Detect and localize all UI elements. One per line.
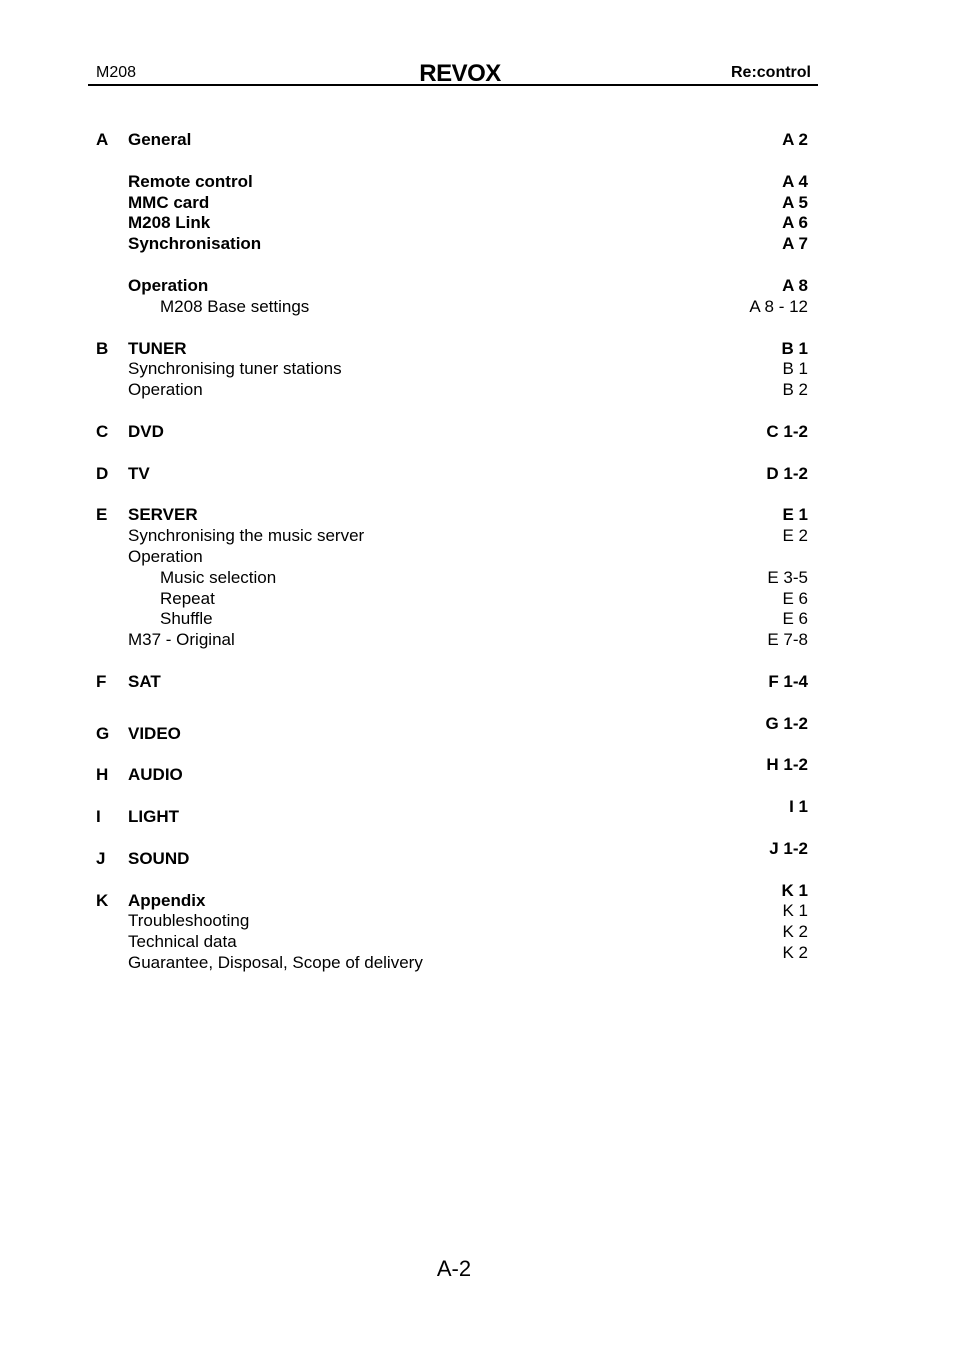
toc-entry-page: F 1-4 <box>768 672 808 691</box>
toc-entry-title: TUNER <box>128 339 187 358</box>
toc-section-letter: J <box>96 849 106 868</box>
toc-entry-page: A 5 <box>782 193 808 212</box>
header-model: M208 <box>96 64 137 81</box>
toc-entry-title: DVD <box>128 422 164 441</box>
toc-entry-page: B 1 <box>781 339 808 358</box>
toc-section-letter: F <box>96 672 107 691</box>
toc-entry-page: G 1-2 <box>765 714 808 733</box>
toc-entry-page: E 6 <box>782 589 808 608</box>
toc-entry-title: Remote control <box>128 172 253 191</box>
toc-entry-title: Synchronisation <box>128 234 262 253</box>
toc-entry-page: E 3-5 <box>767 568 808 587</box>
toc-entry-page: A 6 <box>782 213 808 232</box>
toc-entry-title: Shuffle <box>160 609 213 628</box>
toc-entry-title: Operation <box>128 380 203 399</box>
toc-entry-title: SAT <box>128 672 161 691</box>
toc-entry-title: Technical data <box>128 932 237 951</box>
toc-entry-title: Operation <box>128 547 203 566</box>
toc-entry-page: K 2 <box>782 943 808 962</box>
toc-section-letter: D <box>96 464 109 483</box>
toc-entry-title: Troubleshooting <box>128 911 250 930</box>
toc-entry-page: A 4 <box>782 172 808 191</box>
toc-entry-title: TV <box>128 464 150 483</box>
toc-section-letter: A <box>96 130 109 149</box>
toc-entry-title: SOUND <box>128 849 190 868</box>
toc-section-letter: H <box>96 765 109 784</box>
toc-entry-title: Synchronising tuner stations <box>128 359 342 378</box>
toc-entry-title: VIDEO <box>128 724 181 743</box>
toc-entry-title: Synchronising the music server <box>128 526 365 545</box>
toc-entry-page: E 6 <box>782 609 808 628</box>
toc-entry-page: I 1 <box>789 797 808 816</box>
toc-entry-page: E 1 <box>782 505 808 524</box>
toc-entry-page: E 2 <box>782 526 808 545</box>
toc-entry-title: SERVER <box>128 505 198 524</box>
toc-entry-title: Repeat <box>160 589 215 608</box>
toc-entry-page: A 2 <box>782 130 808 149</box>
toc-section-letter: K <box>96 891 109 910</box>
toc-entry-page: B 1 <box>782 359 808 378</box>
toc-entry-title: Operation <box>128 276 209 295</box>
header-title: Re:control <box>731 64 811 81</box>
toc-entry-title: M208 Link <box>128 213 211 232</box>
toc-entry-title: MMC card <box>128 193 210 212</box>
toc-entry-page: B 2 <box>782 380 808 399</box>
toc-entry-page: A 7 <box>782 234 808 253</box>
toc-entry-page: D 1-2 <box>766 464 808 483</box>
toc-section-letter: C <box>96 422 109 441</box>
toc-entry-title: AUDIO <box>128 765 183 784</box>
toc-entry-page: E 7-8 <box>767 630 808 649</box>
toc-entry-page: C 1-2 <box>766 422 808 441</box>
toc-entry-title: Appendix <box>128 891 206 910</box>
toc-section-letter: I <box>96 807 101 826</box>
toc-entry-title: Music selection <box>160 568 277 587</box>
toc-entry-title: M37 - Original <box>128 630 235 649</box>
toc-entry-title: M208 Base settings <box>160 297 310 316</box>
toc-entry-page: H 1-2 <box>766 755 808 774</box>
page-number: A-2 <box>436 1256 472 1281</box>
toc-entry-page: K 1 <box>781 881 808 900</box>
toc-entry-title: LIGHT <box>128 807 179 826</box>
logo-wordmark: REVOX <box>419 61 501 85</box>
toc-section-letter: B <box>96 339 109 358</box>
toc-entry-page: J 1-2 <box>769 839 808 858</box>
toc-entry-page: A 8 - 12 <box>749 297 808 316</box>
toc-entry-title: General <box>128 130 192 149</box>
toc-entry-page: K 1 <box>782 901 808 920</box>
toc-entry-page: A 8 <box>782 276 808 295</box>
toc-section-letter: G <box>96 724 110 743</box>
toc-entry-page: K 2 <box>782 922 808 941</box>
toc-entry-title: Guarantee, Disposal, Scope of delivery <box>128 953 423 972</box>
toc-section-letter: E <box>96 505 108 524</box>
